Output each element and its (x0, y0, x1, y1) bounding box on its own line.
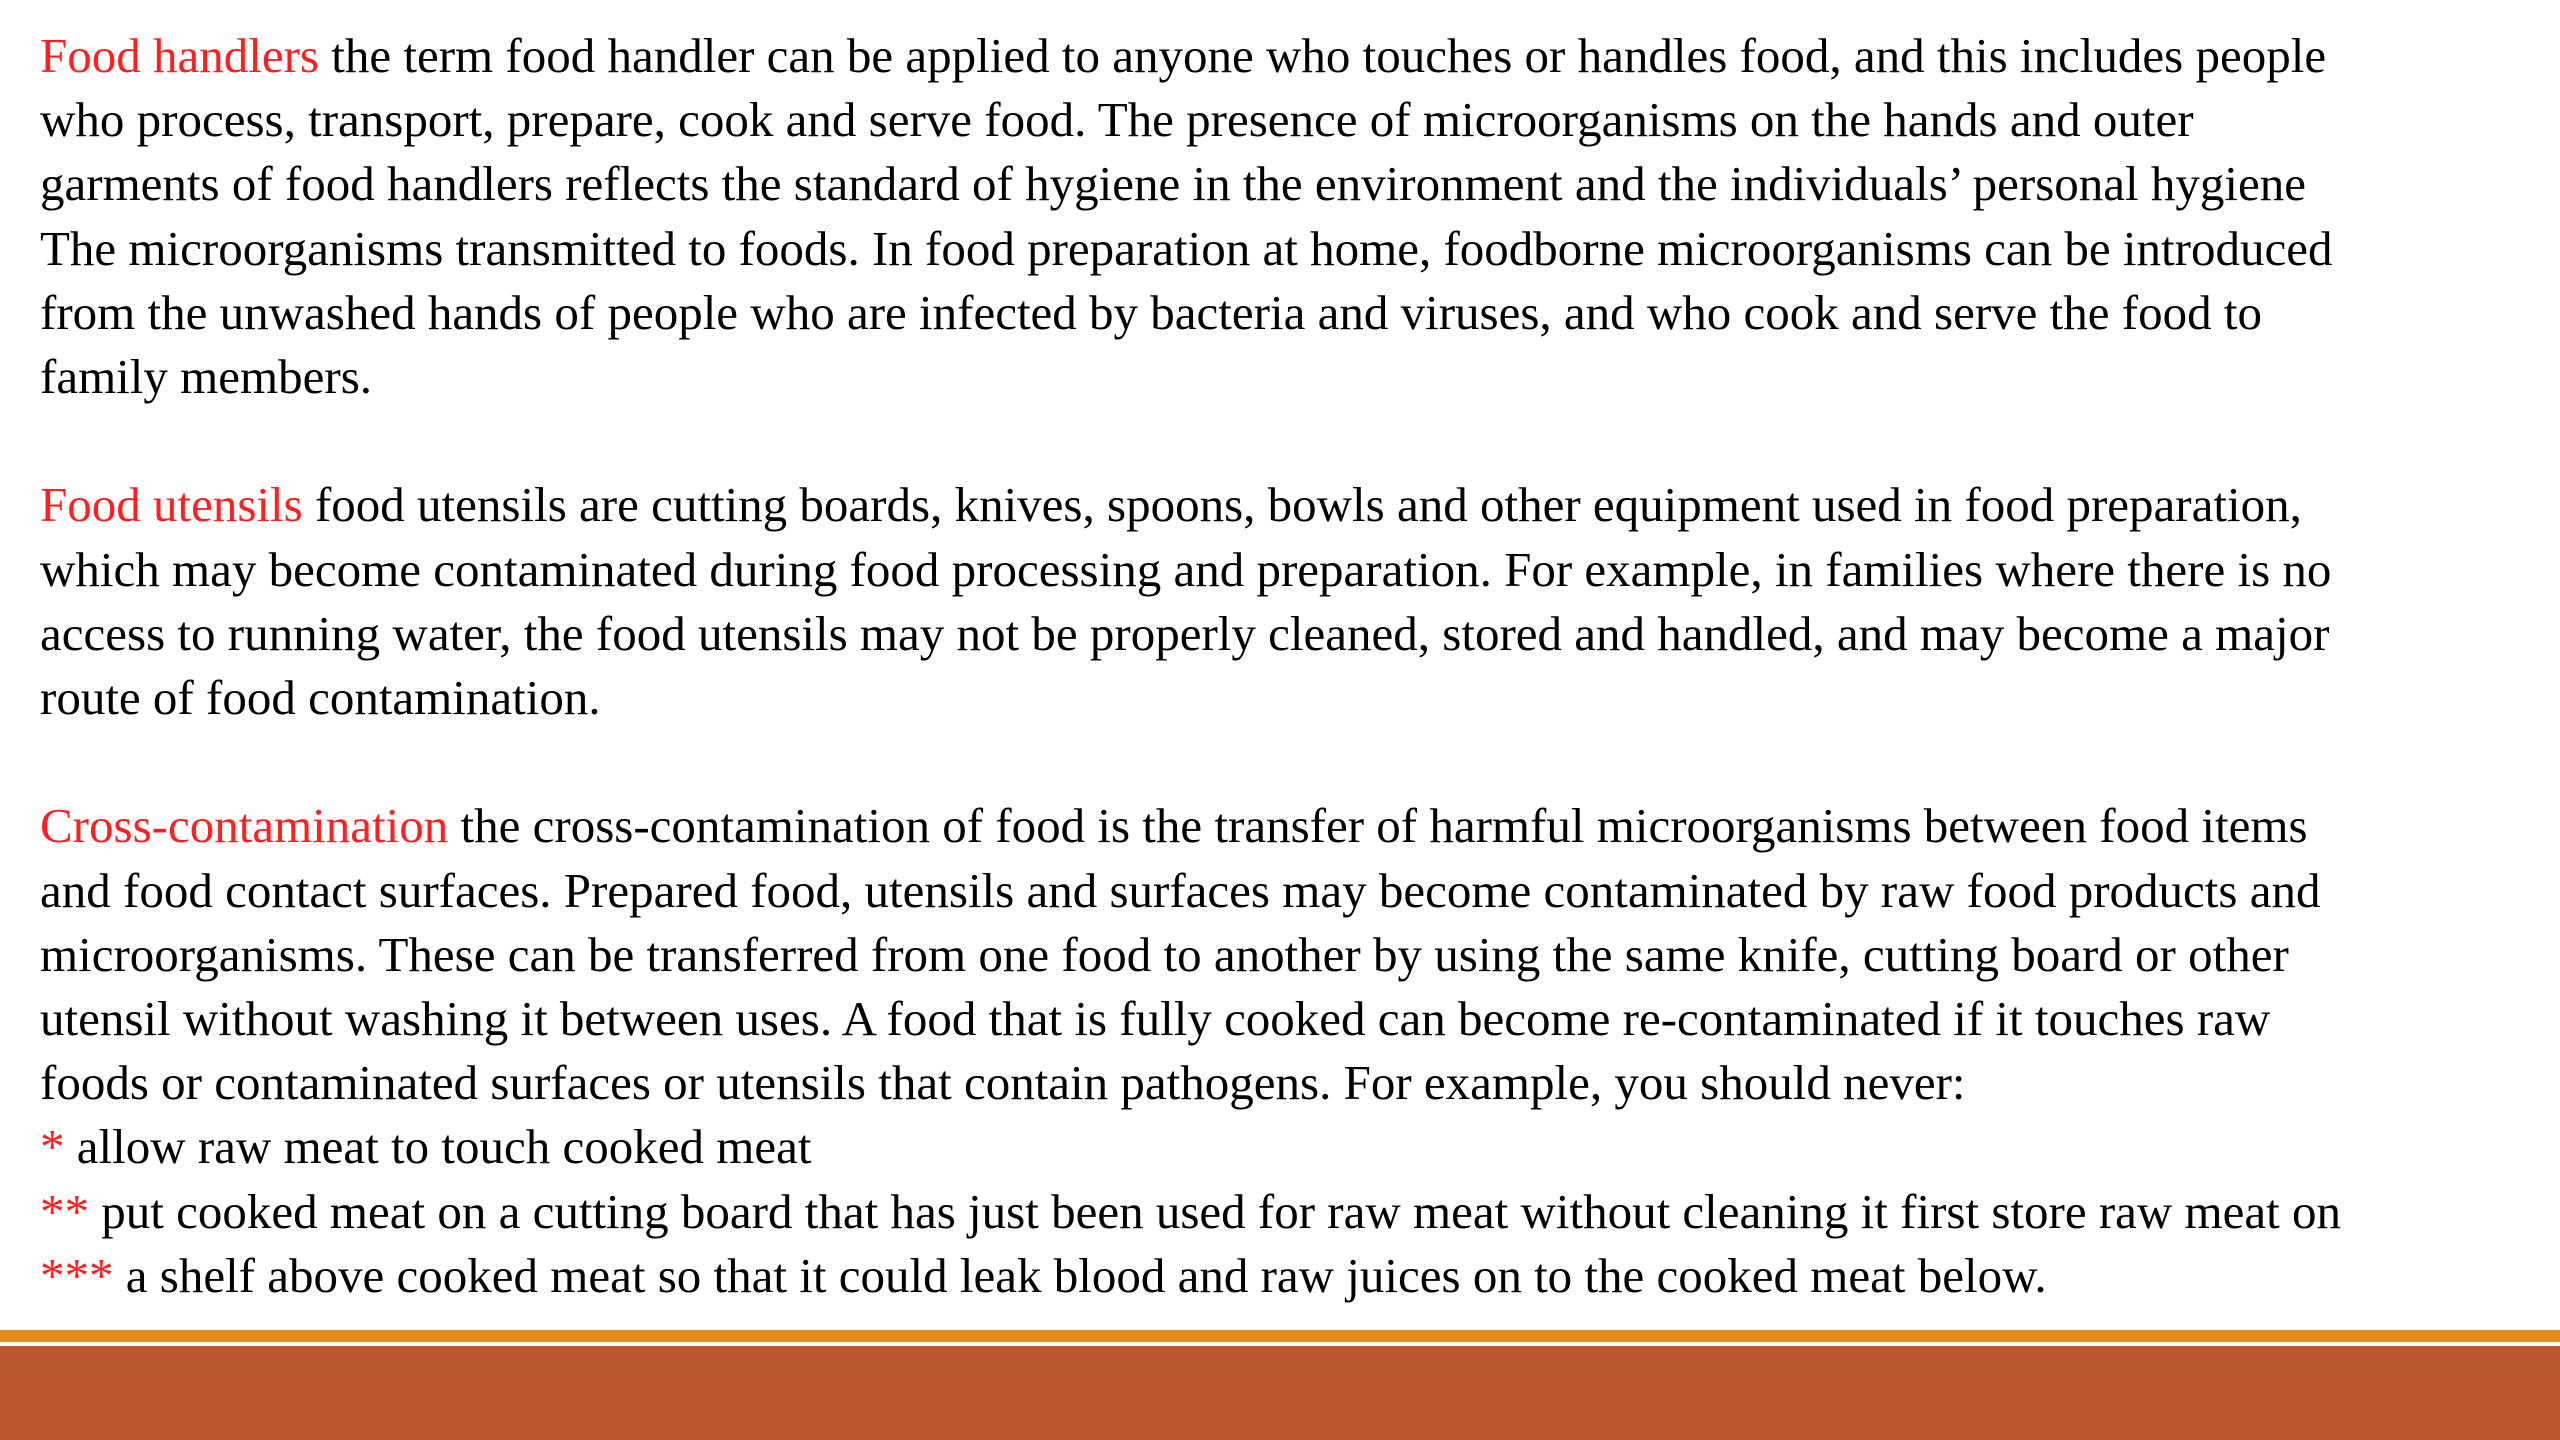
paragraph-food-utensils (40, 473, 2540, 730)
text-line (40, 24, 2540, 88)
footer-bar (0, 1346, 2560, 1440)
text-line: access to running water, the food utensils may not be properly cleaned, stored and handled, and may become a major (40, 605, 2330, 661)
text-line: microorganisms. These can be transferred from one food to another by using the same knife, cutting board or other (40, 926, 2289, 982)
line-text: the cross-contamination of food is the transfer of harmful microorganisms between food items (448, 798, 2308, 854)
line-text: the term food handler can be applied to anyone who touches or handles food, and this includes people (319, 28, 2327, 83)
bullet-text: put cooked meat on a cutting board that has just been used for raw meat without cleaning it first store raw meat on (89, 1183, 2341, 1239)
paragraph-food-handlers (40, 24, 2540, 409)
text-line: route of food contamination. (40, 670, 601, 726)
bullet-text: allow raw meat to touch cooked meat (64, 1119, 812, 1175)
text-line (40, 794, 2540, 858)
term-cross-contamination: Cross-contamination (40, 798, 449, 854)
slide-body (40, 24, 2540, 1308)
line-text: food utensils are cutting boards, knives, spoons, bowls and other equipment used in food preparation, (302, 477, 2302, 533)
text-line: garments of food handlers reflects the standard of hygiene in the environment and the individuals’ personal hygiene (40, 156, 2307, 212)
bullet-marker: *** (40, 1247, 114, 1303)
text-line: family members. (40, 349, 373, 405)
paragraph-cross-contamination (40, 794, 2540, 1308)
term-food-utensils: Food utensils (40, 477, 303, 533)
bullet-text: a shelf above cooked meat so that it could leak blood and raw juices on to the cooked meat below. (113, 1247, 2047, 1303)
paragraph-spacer (40, 409, 2540, 473)
bullet-item (40, 1115, 2540, 1179)
text-line: The microorganisms transmitted to foods. In food preparation at home, foodborne microorganisms can be introduced (40, 220, 2333, 276)
text-line (40, 473, 2540, 537)
bullet-item (40, 1180, 2540, 1244)
text-line: utensil without washing it between uses. A food that is fully cooked can become re-contaminated if it touches raw (40, 991, 2271, 1047)
paragraph-spacer (40, 730, 2540, 794)
term-food-handlers: Food handlers (40, 28, 319, 83)
bullet-marker: ** (40, 1183, 89, 1239)
text-line: and food contact surfaces. Prepared food, utensils and surfaces may become contaminated by raw food products and (40, 862, 2321, 918)
text-line: from the unwashed hands of people who are infected by bacteria and viruses, and who cook and serve the food to (40, 284, 2262, 340)
text-line: foods or contaminated surfaces or utensils that contain pathogens. For example, you should never: (40, 1055, 1966, 1111)
footer-accent-line (0, 1330, 2560, 1342)
text-line: which may become contaminated during food processing and preparation. For example, in families where there is no (40, 541, 2332, 597)
bullet-marker: * (40, 1119, 65, 1175)
bullet-item (40, 1244, 2540, 1308)
text-line: who process, transport, prepare, cook and serve food. The presence of microorganisms on the hands and outer (40, 92, 2194, 148)
